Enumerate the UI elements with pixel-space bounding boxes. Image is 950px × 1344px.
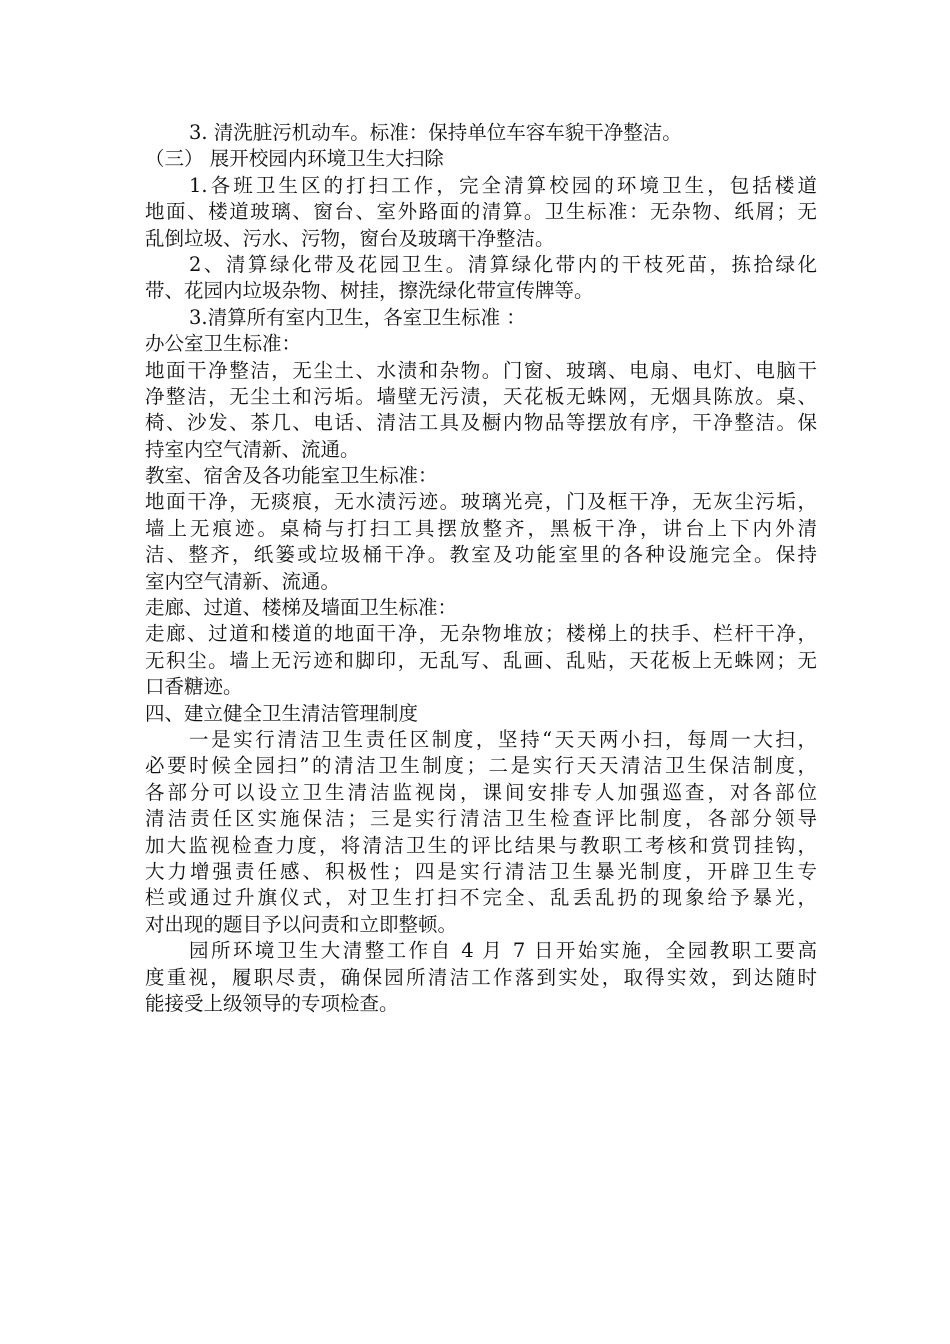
text-line: 口香糖迹。 xyxy=(145,675,243,699)
text-line: 带、花园内垃圾杂物、树挂，擦洗绿化带宣传牌等。 xyxy=(145,279,594,303)
text-line: 乱倒垃圾、污水、污物，窗台及玻璃干净整洁。 xyxy=(145,226,555,250)
text-line: 无积尘。墙上无污迹和脚印，无乱写、乱画、乱贴，天花板上无蛛网；无 xyxy=(145,648,817,672)
document-body xyxy=(145,120,817,1017)
text-line: 椅、沙发、茶几、电话、清洁工具及橱内物品等摆放有序，干净整洁。保 xyxy=(145,411,817,435)
text-line: 2、清算绿化带及花园卫生。清算绿化带内的干枝死苗，拣拾绿化 xyxy=(189,252,817,276)
text-line: 能接受上级领导的专项检查。 xyxy=(145,991,399,1015)
text-line: 3. 清洗脏污机动车。标准：保持单位车容车貌干净整洁。 xyxy=(189,121,682,144)
text-line: 栏或通过升旗仪式，对卫生打扫不完全、乱丢乱扔的现象给予暴光， xyxy=(145,886,817,910)
text-line: 地面干净整洁，无尘土、水渍和杂物。门窗、玻璃、电扇、电灯、电脑干 xyxy=(145,358,817,382)
text-line: 地面、楼道玻璃、窗台、室外路面的清算。卫生标准：无杂物、纸屑；无 xyxy=(145,200,817,224)
text-line: 墙上无痕迹。桌椅与打扫工具摆放整齐，黑板干净，讲台上下内外清 xyxy=(145,516,817,540)
text-line: 大力增强责任感、积极性；四是实行清洁卫生暴光制度，开辟卫生专 xyxy=(145,859,817,883)
text-line: 1.各班卫生区的打扫工作，完全清算校园的环境卫生，包括楼道 xyxy=(189,173,817,197)
text-line: 园所环境卫生大清整工作自 4 月 7 日开始实施，全园教职工要高 xyxy=(189,939,817,963)
text-line: 净整洁，无尘土和污垢。墙壁无污渍，天花板无蛛网，无烟具陈放。桌、 xyxy=(145,384,817,408)
section-heading: （三） 展开校园内环境卫生大扫除 xyxy=(145,147,444,171)
text-line: 必要时候全园扫”的清洁卫生制度；二是实行天天清洁卫生保洁制度， xyxy=(145,754,817,778)
text-line: 度重视，履职尽责，确保园所清洁工作落到实处，取得实效，到达随时 xyxy=(145,965,817,989)
text-line: 各部分可以设立卫生清洁监视岗，课间安排专人加强巡查，对各部位 xyxy=(145,780,817,804)
text-line: 持室内空气清新、流通。 xyxy=(145,437,360,461)
text-line: 走廊、过道和楼道的地面干净，无杂物堆放；楼梯上的扶手、栏杆干净， xyxy=(145,622,817,646)
text-line: 洁、整齐，纸篓或垃圾桶干净。教室及功能室里的各种设施完全。保持 xyxy=(145,543,817,567)
subheading: 教室、宿舍及各功能室卫生标准： xyxy=(145,464,438,488)
text-line: 一是实行清洁卫生责任区制度，坚持“天天两小扫，每周一大扫， xyxy=(189,727,817,751)
text-line: 清洁责任区实施保洁；三是实行清洁卫生检查评比制度，各部分领导 xyxy=(145,807,817,831)
text-line: 加大监视检查力度，将清洁卫生的评比结果与教职工考核和赏罚挂钩， xyxy=(145,833,817,857)
section-heading: 四、建立健全卫生清洁管理制度 xyxy=(145,701,419,725)
text-line: 地面干净，无痰痕，无水渍污迹。玻璃光亮，门及框干净，无灰尘污垢， xyxy=(145,490,817,514)
subheading: 办公室卫生标准： xyxy=(145,332,302,356)
text-line: 3.清算所有室内卫生，各室卫生标准 ： xyxy=(189,305,526,329)
subheading: 走廊、过道、楼梯及墙面卫生标准： xyxy=(145,596,458,620)
text-line: 室内空气清新、流通。 xyxy=(145,569,341,593)
text-line: 对出现的题目予以问责和立即整顿。 xyxy=(145,912,458,936)
